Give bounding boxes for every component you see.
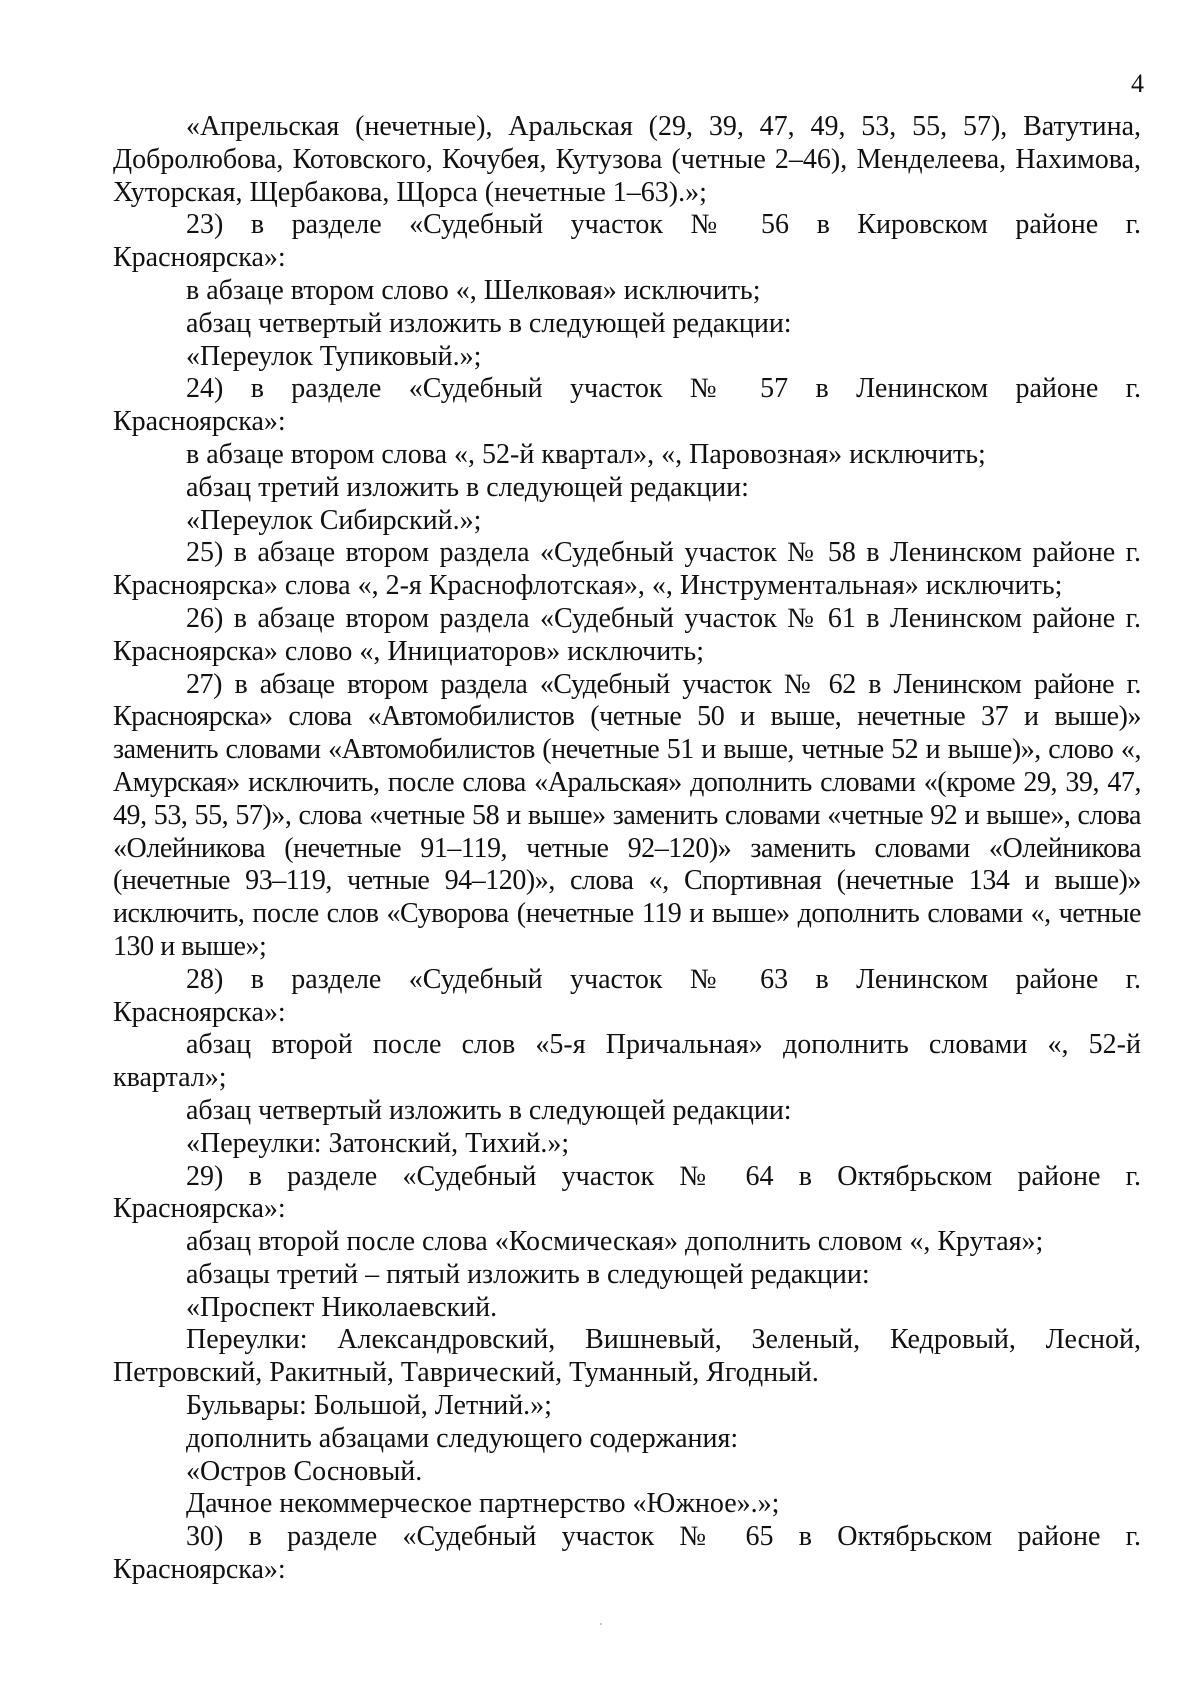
paragraph-item-29-boulevards: Бульвары: Большой, Летний.»; [186,1390,552,1422]
paragraph-item-29-partnership: Дачное некоммерческое партнерство «Южное».»; [186,1488,780,1520]
paragraph-item-28-abzac-4: абзац четвертый изложить в следующей редакции: [186,1094,792,1126]
paragraph-item-23-abzac-4: абзац четвертый изложить в следующей редакции: [186,307,792,339]
paragraph-item-24: 24) в разделе «Судебный участок № 57 в Ленинском районе г. Красноярска»: [113,373,1141,438]
paragraph-item-23: 23) в разделе «Судебный участок № 56 в Кировском районе г. Красноярска»: [113,209,1141,274]
document-body [113,111,1141,1587]
paragraph-continuation-streets: «Апрельская (нечетные), Аральская (29, 39, 47, 49, 53, 55, 57), Ватутина, Добролюбова, Котовского, Кочубея, Кутузова (четные 2–46), Менделеева, Нахимова, Хуторская, Щербакова, Щорса (нечетные 1–63).»; [113,111,1141,208]
paragraph-item-27: 27) в абзаце втором раздела «Судебный участок № 62 в Ленинском районе г. Красноярска» слова «Автомобилистов (четные 50 и выше, нечетные 37 и выше)» заменить словами «Автомобилистов (нечетные 51 и выше, четные 52 и выше)», слово «, Амурская» исключить, после слова «Аральская» дополнить словами «(кроме 29, 39, 47, 49, 53, 55, 57)», слова «четные 58 и выше» заменить словами «четные 92 и выше», слова «Олейникова (нечетные 91–119, четные 92–120)» заменить словами «Олейникова (нечетные 93–119, четные 94–120)», слова «, Спортивная (нечетные 134 и выше)» исключить, после слов «Суворова (нечетные 119 и выше» дополнить словами «, четные 130 и выше»; [113,668,1141,962]
paragraph-item-29-add-abzacs: дополнить абзацами следующего содержания: [186,1422,739,1454]
paragraph-item-24-abzac-3: абзац третий изложить в следующей редакции: [186,471,749,503]
page-number: 4 [1131,69,1144,98]
paragraph-item-29-abzac-2: абзац второй после слова «Космическая» дополнить словом «, Крутая»; [186,1226,1044,1258]
paragraph-item-24-new-text: «Переулок Сибирский.»; [186,504,482,536]
paragraph-item-29-island: «Остров Сосновый. [186,1455,423,1487]
paragraph-item-29-lanes: Переулки: Александровский, Вишневый, Зеленый, Кедровый, Лесной, Петровский, Ракитный, Таврический, Туманный, Ягодный. [113,1324,1141,1389]
paragraph-item-28: 28) в разделе «Судебный участок № 63 в Ленинском районе г. Красноярска»: [113,963,1141,1028]
paragraph-item-28-new-text: «Переулки: Затонский, Тихий.»; [186,1127,570,1159]
paragraph-item-28-abzac-2: абзац второй после слов «5-я Причальная» дополнить словами «, 52-й квартал»; [113,1029,1141,1094]
paragraph-item-29-abzac-3-5: абзацы третий – пятый изложить в следующей редакции: [186,1258,870,1290]
paragraph-item-23-abzac-2: в абзаце втором слово «, Шелковая» исключить; [186,274,761,306]
paragraph-item-23-new-text: «Переулок Тупиковый.»; [186,340,482,372]
paragraph-item-30: 30) в разделе «Судебный участок № 65 в Октябрьском районе г. Красноярска»: [113,1521,1141,1586]
paragraph-item-29: 29) в разделе «Судебный участок № 64 в Октябрьском районе г. Красноярска»: [113,1160,1141,1225]
paragraph-item-26: 26) в абзаце втором раздела «Судебный участок № 61 в Ленинском районе г. Красноярска» слово «, Инициаторов» исключить; [113,602,1141,667]
paragraph-item-24-abzac-2: в абзаце втором слова «, 52-й квартал», «, Паровозная» исключить; [186,438,986,470]
paragraph-item-29-prospect: «Проспект Николаевский. [186,1291,498,1323]
paragraph-item-25: 25) в абзаце втором раздела «Судебный участок № 58 в Ленинском районе г. Красноярска» слова «, 2-я Краснофлотская», «, Инструментальная» исключить; [113,537,1141,602]
scan-speck [600,1623,602,1625]
